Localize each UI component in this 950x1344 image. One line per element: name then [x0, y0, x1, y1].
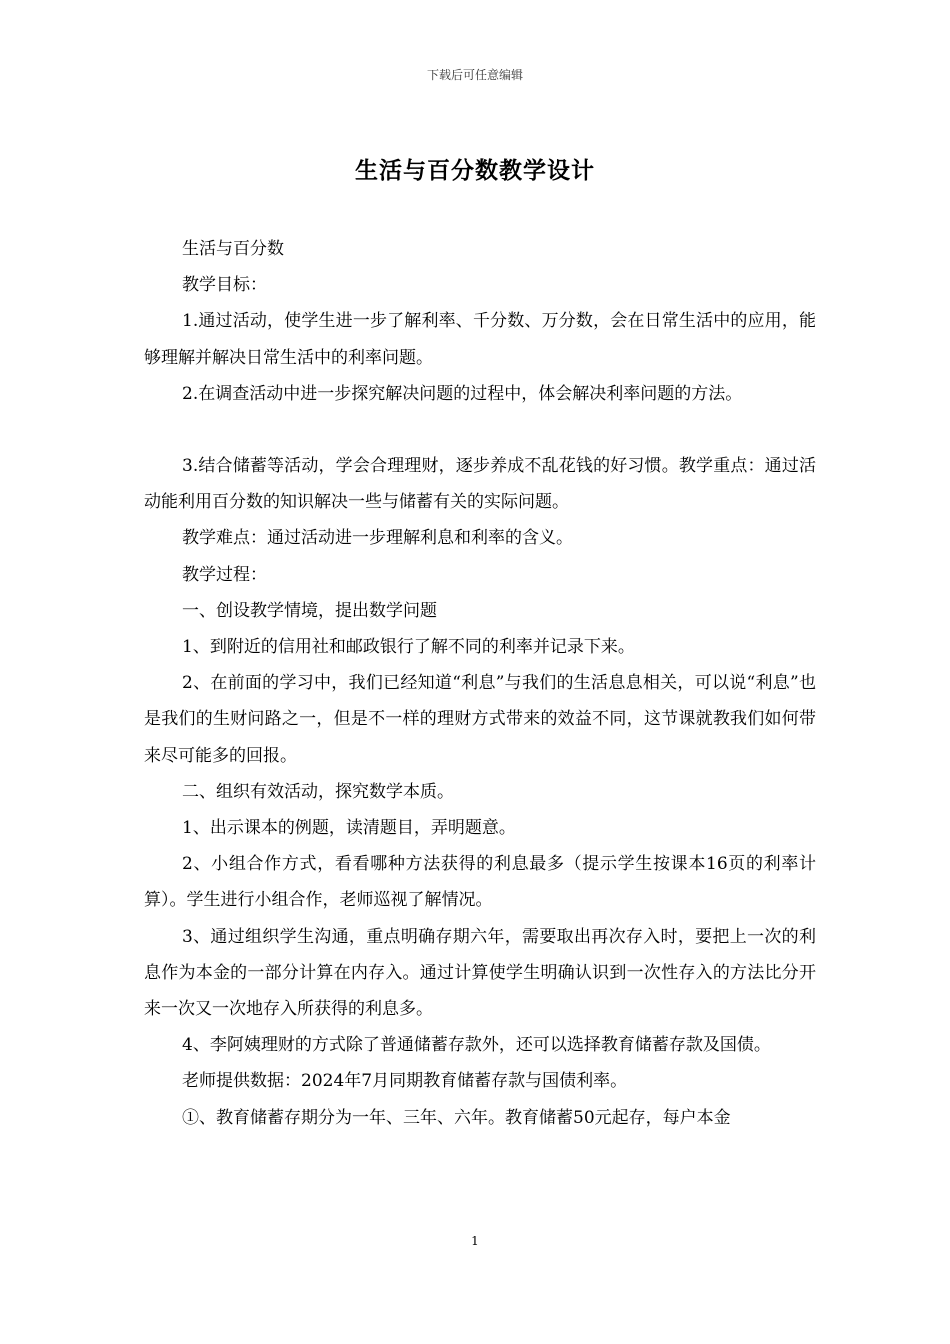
paragraph: 2、在前面的学习中，我们已经知道“利息”与我们的生活息息相关，可以说“利息”也是我们的生财问路之一，但是不一样的理财方式带来的效益不同，这节课就教我们如何带来尽可能多的回报。: [144, 673, 816, 766]
paragraph: 教学目标：: [182, 275, 267, 296]
paragraph: 3.结合储蓄等活动，学会合理理财，逐步养成不乱花钱的好习惯。教学重点：通过活动能利用百分数的知识解决一些与储蓄有关的实际问题。: [144, 456, 816, 513]
paragraph: 2、小组合作方式，看看哪种方法获得的利息最多（提示学生按课本16页的利率计算）。学生进行小组合作，老师巡视了解情况。: [144, 854, 816, 911]
paragraph: 一、创设教学情境，提出数学问题: [182, 600, 437, 621]
document-title: 生活与百分数教学设计: [355, 157, 595, 184]
paragraph: 2.在调查活动中进一步探究解决问题的过程中，体会解决利率问题的方法。: [182, 383, 743, 404]
paragraph: 1.通过活动，使学生进一步了解利率、千分数、万分数，会在日常生活中的应用，能够理解并解决日常生活中的利率问题。: [144, 311, 816, 368]
header-note: 下载后可任意编辑: [426, 68, 523, 82]
paragraph: 1、到附近的信用社和邮政银行了解不同的利率并记录下来。: [182, 637, 635, 658]
paragraph: 生活与百分数: [182, 239, 284, 259]
paragraph: 二、组织有效活动，探究数学本质。: [182, 781, 454, 802]
paragraph: 1、出示课本的例题，读清题目，弄明题意。: [182, 818, 516, 839]
paragraph: 教学过程：: [182, 564, 267, 585]
paragraph: 3、通过组织学生沟通，重点明确存期六年，需要取出再次存入时，要把上一次的利息作为本金的一部分计算在内存入。通过计算使学生明确认识到一次性存入的方法比分开来一次又一次地存入所获得的利息多。: [144, 926, 816, 1020]
paragraph: ①、教育储蓄存期分为一年、三年、六年。教育储蓄50元起存，每户本金: [182, 1107, 731, 1128]
document-body: [144, 231, 816, 1136]
paragraph: 4、李阿姨理财的方式除了普通储蓄存款外，还可以选择教育储蓄存款及国债。: [182, 1035, 771, 1056]
page-number: 1: [471, 1234, 479, 1248]
paragraph-spacer: [144, 412, 816, 448]
paragraph: 教学难点：通过活动进一步理解利息和利率的含义。: [182, 528, 573, 549]
paragraph: 老师提供数据：2024年7月同期教育储蓄存款与国债利率。: [182, 1071, 628, 1092]
